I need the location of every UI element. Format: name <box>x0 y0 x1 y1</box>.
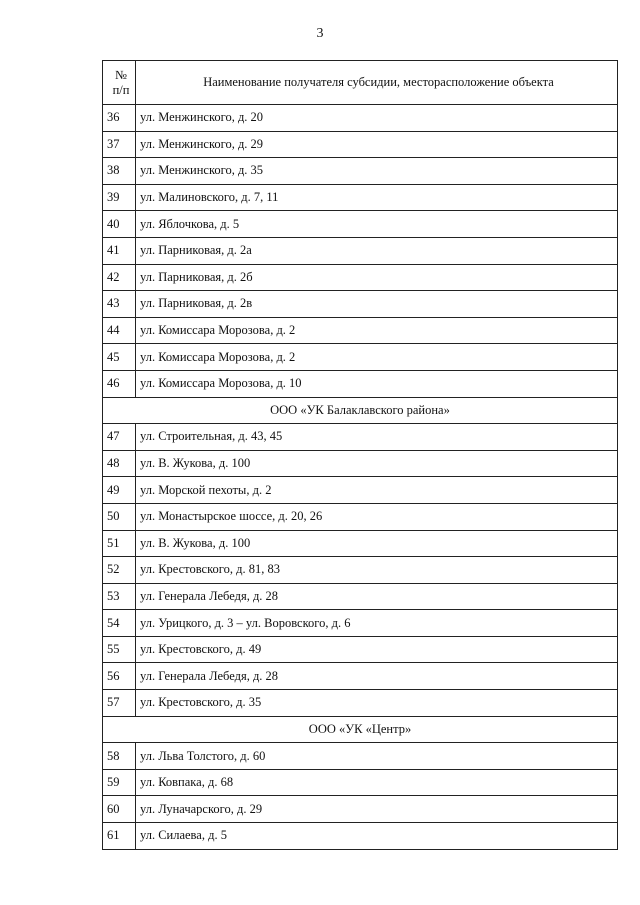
table-row <box>103 503 618 530</box>
row-address: ул. Луначарского, д. 29 <box>136 796 618 823</box>
page-number: 3 <box>316 26 324 41</box>
row-address: ул. Генерала Лебедя, д. 28 <box>136 583 618 610</box>
row-address: ул. Генерала Лебедя, д. 28 <box>136 663 618 690</box>
table-row <box>103 557 618 584</box>
row-address: ул. Парниковая, д. 2в <box>136 291 618 318</box>
row-address: ул. Комиссара Морозова, д. 2 <box>136 317 618 344</box>
table-row <box>103 237 618 264</box>
table-row <box>103 131 618 158</box>
row-address: ул. Строительная, д. 43, 45 <box>136 424 618 451</box>
group-name: ООО «УК Балаклавского района» <box>103 397 618 424</box>
table-row <box>103 530 618 557</box>
row-number: 37 <box>103 131 136 158</box>
row-address: ул. Ковпака, д. 68 <box>136 769 618 796</box>
table-row <box>103 344 618 371</box>
table-row <box>103 663 618 690</box>
table-row <box>103 477 618 504</box>
row-number: 36 <box>103 105 136 132</box>
table-row <box>103 105 618 132</box>
table-header-row <box>103 61 618 105</box>
row-number: 51 <box>103 530 136 557</box>
table-row <box>103 211 618 238</box>
table-row <box>103 796 618 823</box>
row-number: 61 <box>103 823 136 850</box>
row-address: ул. Крестовского, д. 35 <box>136 690 618 717</box>
group-header-row <box>103 716 618 743</box>
row-number: 53 <box>103 583 136 610</box>
name-column-header: Наименование получателя субсидии, месторасположение объекта <box>136 61 618 105</box>
row-address: ул. Менжинского, д. 20 <box>136 105 618 132</box>
row-number: 46 <box>103 370 136 397</box>
row-address: ул. В. Жукова, д. 100 <box>136 530 618 557</box>
row-address: ул. Крестовского, д. 81, 83 <box>136 557 618 584</box>
group-header-row <box>103 397 618 424</box>
row-address: ул. Монастырское шоссе, д. 20, 26 <box>136 503 618 530</box>
row-number: 45 <box>103 344 136 371</box>
table-row <box>103 370 618 397</box>
row-number: 57 <box>103 690 136 717</box>
table-row <box>103 317 618 344</box>
table-row <box>103 823 618 850</box>
table-row <box>103 769 618 796</box>
row-address: ул. В. Жукова, д. 100 <box>136 450 618 477</box>
table-row <box>103 184 618 211</box>
row-number: 60 <box>103 796 136 823</box>
table-row <box>103 583 618 610</box>
row-number: 40 <box>103 211 136 238</box>
row-address: ул. Комиссара Морозова, д. 2 <box>136 344 618 371</box>
row-address: ул. Силаева, д. 5 <box>136 823 618 850</box>
row-number: 54 <box>103 610 136 637</box>
row-number: 59 <box>103 769 136 796</box>
subsidy-recipients-table <box>102 60 618 850</box>
row-number: 58 <box>103 743 136 770</box>
number-header-symbol: № <box>115 67 127 82</box>
table-row <box>103 158 618 185</box>
row-address: ул. Крестовского, д. 49 <box>136 636 618 663</box>
row-number: 55 <box>103 636 136 663</box>
row-number: 38 <box>103 158 136 185</box>
table-row <box>103 264 618 291</box>
row-number: 52 <box>103 557 136 584</box>
row-number: 44 <box>103 317 136 344</box>
row-number: 48 <box>103 450 136 477</box>
table-row <box>103 743 618 770</box>
number-column-header <box>103 61 136 105</box>
row-address: ул. Комиссара Морозова, д. 10 <box>136 370 618 397</box>
row-number: 49 <box>103 477 136 504</box>
table-row <box>103 424 618 451</box>
row-address: ул. Малиновского, д. 7, 11 <box>136 184 618 211</box>
table-row <box>103 610 618 637</box>
row-address: ул. Парниковая, д. 2б <box>136 264 618 291</box>
row-number: 41 <box>103 237 136 264</box>
row-number: 50 <box>103 503 136 530</box>
row-number: 39 <box>103 184 136 211</box>
table-row <box>103 291 618 318</box>
table-row <box>103 636 618 663</box>
number-header-abbrev: п/п <box>112 82 130 97</box>
row-number: 56 <box>103 663 136 690</box>
row-number: 42 <box>103 264 136 291</box>
group-name: ООО «УК «Центр» <box>103 716 618 743</box>
row-address: ул. Льва Толстого, д. 60 <box>136 743 618 770</box>
row-address: ул. Парниковая, д. 2а <box>136 237 618 264</box>
table-row <box>103 450 618 477</box>
row-address: ул. Морской пехоты, д. 2 <box>136 477 618 504</box>
row-address: ул. Яблочкова, д. 5 <box>136 211 618 238</box>
row-address: ул. Урицкого, д. 3 – ул. Воровского, д. 6 <box>136 610 618 637</box>
row-number: 43 <box>103 291 136 318</box>
row-address: ул. Менжинского, д. 35 <box>136 158 618 185</box>
table-body <box>103 105 618 850</box>
table-row <box>103 690 618 717</box>
row-address: ул. Менжинского, д. 29 <box>136 131 618 158</box>
row-number: 47 <box>103 424 136 451</box>
